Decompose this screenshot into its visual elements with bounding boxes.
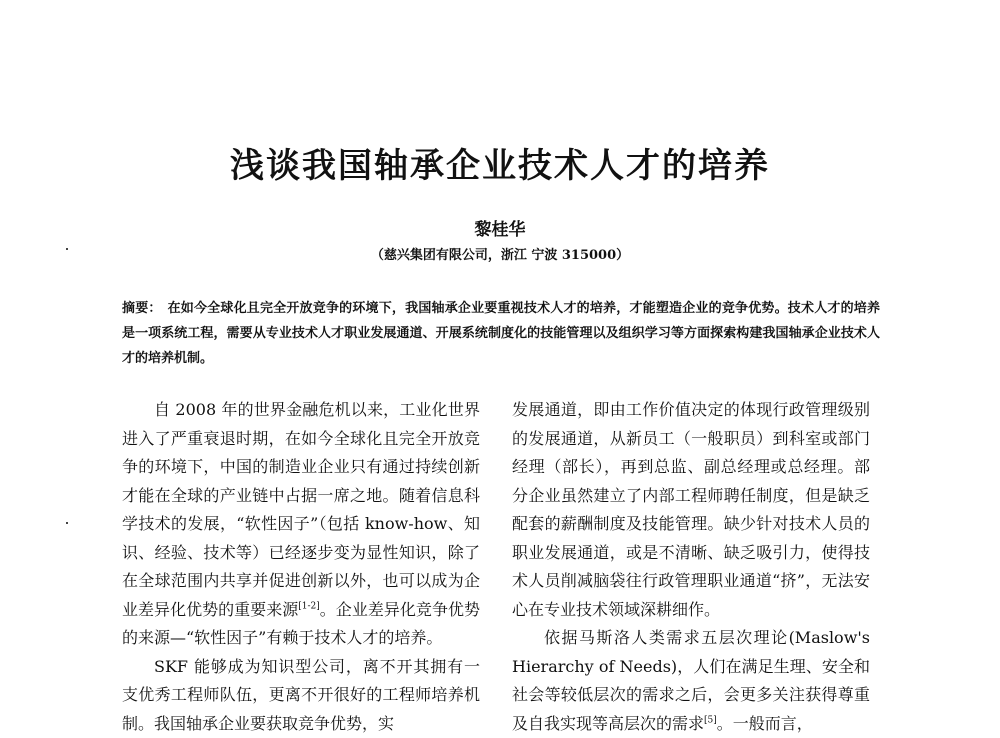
citation-ref: [1-2] xyxy=(298,601,320,611)
body-paragraph: 发展通道，即由工作价值决定的体现行政管理级别的发展通道，从新员工（一般职员）到科室或部门经理（部长），再到总监、副总经理或总经理。部分企业虽然建立了内部工程师聘任制度，但是缺乏配套的薪酬制度及技能管理。缺少针对技术人员的职业发展通道，或是不清晰、缺乏吸引力，使得技术人员削减脑袋往行政管理职业通道“挤”，无法安心在专业技术领域深耕细作。 xyxy=(512,396,870,624)
body-paragraph: SKF 能够成为知识型公司，离不开其拥有一支优秀工程师队伍，更离不开很好的工程师培养机制。我国轴承企业要获取竞争优势，实 xyxy=(122,653,480,738)
paragraph-text: 。一般而言， xyxy=(717,714,813,733)
paragraph-text: 。企业差异化竞争优势的来源—“软性因子”有赖于技术人才的培养。 xyxy=(122,600,480,648)
scan-speck xyxy=(66,248,68,250)
citation-ref: [5] xyxy=(704,715,717,725)
author-name: 黎桂华 xyxy=(0,215,1000,240)
paragraph-text: 依据马斯洛人类需求五层次理论(Maslow's Hierarchy of Needs)，人们在满足生理、安全和社会等较低层次的需求之后，会更多关注获得尊重及自我实现等高层次的需求 xyxy=(512,628,870,733)
left-column xyxy=(122,396,480,738)
scan-speck xyxy=(66,522,68,524)
abstract-label: 摘要： xyxy=(122,301,162,316)
body-paragraph xyxy=(512,624,870,738)
body-paragraph xyxy=(122,396,480,653)
abstract-text: 在如今全球化且完全开放竞争的环境下，我国轴承企业要重视技术人才的培养，才能塑造企业的竞争优势。技术人才的培养是一项系统工程，需要从专业技术人才职业发展通道、开展系统制度化的技能管理以及组织学习等方面探索构建我国轴承企业技术人才的培养机制。 xyxy=(122,301,880,366)
right-column xyxy=(512,396,870,738)
author-affiliation: （慈兴集团有限公司，浙江 宁波 315000） xyxy=(0,244,1000,263)
abstract xyxy=(122,296,880,371)
paragraph-text: 自 2008 年的世界金融危机以来，工业化世界进入了严重衰退时期，在如今全球化且完全开放竞争的环境下，中国的制造业企业只有通过持续创新才能在全球的产业链中占据一席之地。随着信息科学技术的发展，“软性因子”（包括 know-how、知识、经验、技术等）已经逐步变为显性知识，除了在全球范围内共享并促进创新以外，也可以成为企业差异化优势的重要来源 xyxy=(122,400,480,619)
paper-title: 浅谈我国轴承企业技术人才的培养 xyxy=(0,138,1000,187)
